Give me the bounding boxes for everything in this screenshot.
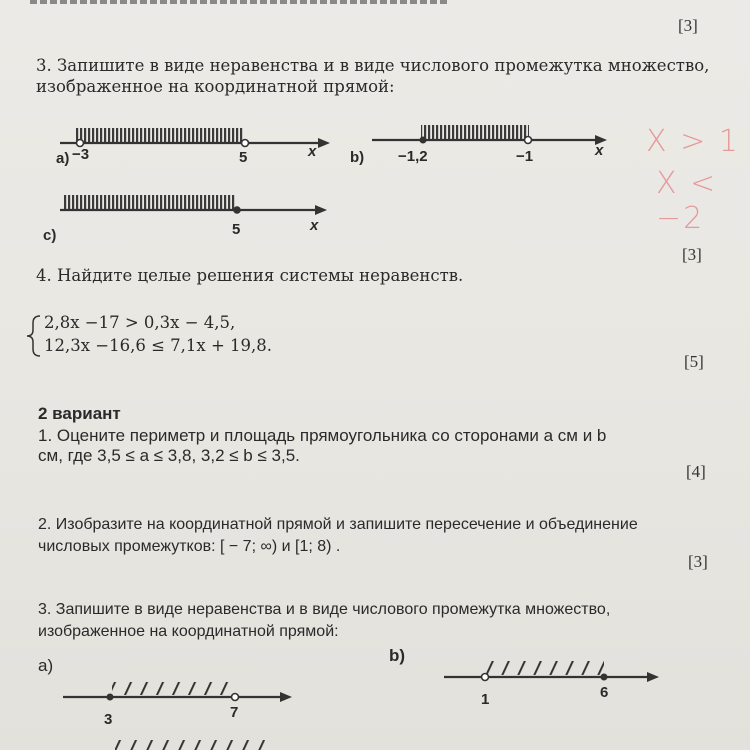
line-a-label: a) bbox=[56, 150, 70, 167]
line-b-label: b) bbox=[350, 149, 365, 166]
system-brace bbox=[27, 316, 40, 356]
v2-q2-line1: 2. Изобразите на координатной прямой и запишите пересечение и объединение bbox=[38, 516, 638, 533]
variant2-heading: 2 вариант bbox=[38, 404, 121, 423]
q3-title: 3. Запишите в виде неравенства и в виде числового промежутка множество, bbox=[36, 56, 710, 75]
line-b-left-tick: −1,2 bbox=[398, 148, 428, 165]
handwritten-note-1: X > 1 bbox=[646, 124, 740, 159]
v2-q3b-label: b) bbox=[389, 646, 406, 665]
number-line-c bbox=[60, 195, 327, 215]
v2-line-a-right: 7 bbox=[230, 704, 239, 721]
bottom-cutoff-hatch bbox=[115, 740, 265, 750]
line-a-left-tick: −3 bbox=[72, 146, 90, 163]
v2-number-line-b bbox=[444, 661, 659, 682]
number-line-b bbox=[372, 125, 607, 145]
q4-score: [5] bbox=[684, 352, 704, 371]
q4-inequality-1: 2,8x −17 > 0,3x − 4,5, bbox=[44, 313, 236, 332]
v2-q1-line2: см, где 3,5 ≤ a ≤ 3,8, 3,2 ≤ b ≤ 3,5. bbox=[38, 446, 300, 465]
handwritten-note-2: X < −2 bbox=[656, 166, 718, 236]
q4-inequality-2: 12,3x −16,6 ≤ 7,1x + 19,8. bbox=[44, 336, 273, 355]
v2-q2-score: [3] bbox=[688, 552, 708, 571]
line-c-tick: 5 bbox=[232, 221, 241, 238]
v2-q3-line1: 3. Запишите в виде неравенства и в виде числового промежутка множество, bbox=[38, 601, 611, 618]
q3-title-cont: изображенное на координатной прямой: bbox=[36, 77, 395, 96]
line-c-label: c) bbox=[43, 227, 57, 244]
v2-line-b-left: 1 bbox=[481, 691, 490, 708]
line-b-var: x bbox=[595, 142, 604, 159]
line-c-var: x bbox=[310, 217, 319, 234]
v2-q1-score: [4] bbox=[686, 462, 706, 481]
v2-q3-line2: изображенное на координатной прямой: bbox=[38, 623, 339, 640]
v2-number-line-a bbox=[63, 682, 292, 702]
v2-line-a-left: 3 bbox=[104, 711, 113, 728]
v2-line-b-right: 6 bbox=[600, 684, 609, 701]
line-a-var: x bbox=[308, 143, 317, 160]
top-score: [3] bbox=[678, 16, 698, 35]
v2-q3a-label: a) bbox=[38, 656, 54, 675]
line-b-right-tick: −1 bbox=[516, 148, 534, 165]
v2-q1-line1: 1. Оцените периметр и площадь прямоугольника со сторонами a см и b bbox=[38, 426, 607, 445]
number-line-a bbox=[60, 128, 330, 148]
q3-score: [3] bbox=[682, 245, 702, 264]
q4-title: 4. Найдите целые решения системы неравенств. bbox=[36, 266, 464, 285]
v2-q2-line2: числовых промежутков: [ − 7; ∞) и [1; 8) . bbox=[38, 538, 341, 555]
line-a-right-tick: 5 bbox=[239, 149, 248, 166]
